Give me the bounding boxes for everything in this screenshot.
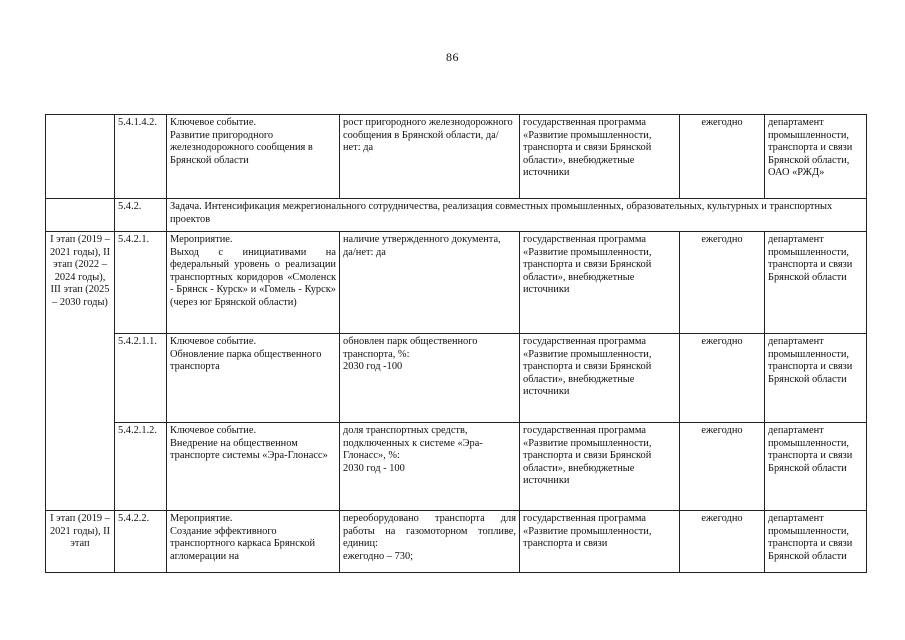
event-title-cell: Ключевое событие. Развитие пригородного железнодорожного сообщения в Брянской области — [167, 115, 340, 199]
code-cell: 5.4.1.4.2. — [115, 115, 167, 199]
event-title-cell: Ключевое событие. Внедрение на общественном транспорте системы «Эра-Глонасс» — [167, 423, 340, 511]
table-row — [46, 423, 867, 511]
table-row — [46, 232, 867, 334]
responsible-cell: департамент промышленности, транспорта и связи Брянской области — [765, 511, 867, 573]
code-cell: 5.4.2.1. — [115, 232, 167, 334]
indicator-cell: обновлен парк общественного транспорта, %: 2030 год -100 — [340, 334, 520, 423]
stage-cell — [46, 115, 115, 199]
code-cell: 5.4.2.1.2. — [115, 423, 167, 511]
period-cell: ежегодно — [680, 115, 765, 199]
funding-source-cell: государственная программа «Развитие промышленности, транспорта и связи Брянской области», внебюджетные источники — [520, 423, 680, 511]
responsible-cell: департамент промышленности, транспорта и связи Брянской области — [765, 334, 867, 423]
funding-source-cell: государственная программа «Развитие промышленности, транспорта и связи Брянской области», внебюджетные источники — [520, 232, 680, 334]
responsible-cell: департамент промышленности, транспорта и связи Брянской области, ОАО «РЖД» — [765, 115, 867, 199]
event-title-cell: Мероприятие. Создание эффективного транспортного каркаса Брянской агломерации на — [167, 511, 340, 573]
period-cell: ежегодно — [680, 334, 765, 423]
code-cell: 5.4.2.2. — [115, 511, 167, 573]
period-cell: ежегодно — [680, 423, 765, 511]
stage-cell: I этап (2019 – 2021 годы), II этап — [46, 511, 115, 573]
funding-source-cell: государственная программа «Развитие промышленности, транспорта и связи Брянской области», внебюджетные источники — [520, 334, 680, 423]
event-title-cell: Мероприятие. Выход с инициативами на федеральный уровень о реализации транспортных коридоров «Смоленск - Брянск - Курск» и «Гомель - Курск» (через юг Брянской области) — [167, 232, 340, 334]
page-number: 86 — [446, 50, 459, 64]
code-cell: 5.4.2. — [115, 199, 167, 232]
period-cell: ежегодно — [680, 232, 765, 334]
table-row — [46, 199, 867, 232]
period-cell: ежегодно — [680, 511, 765, 573]
plan-table — [45, 114, 867, 573]
responsible-cell: департамент промышленности, транспорта и связи Брянской области — [765, 232, 867, 334]
indicator-cell: переоборудовано транспорта для работы на газомоторном топливе, единиц: ежегодно – 730; — [340, 511, 520, 573]
indicator-cell: рост пригородного железнодорожного сообщения в Брянской области, да/нет: да — [340, 115, 520, 199]
indicator-cell: доля транспортных средств, подключенных к системе «Эра-Глонасс», %: 2030 год - 100 — [340, 423, 520, 511]
table-row — [46, 334, 867, 423]
table-row — [46, 511, 867, 573]
code-cell: 5.4.2.1.1. — [115, 334, 167, 423]
funding-source-cell: государственная программа «Развитие промышленности, транспорта и связи Брянской области», внебюджетные источники — [520, 115, 680, 199]
table-row — [46, 115, 867, 199]
stage-cell: I этап (2019 – 2021 годы), II этап (2022 – 2024 годы), III этап (2025 – 2030 годы) — [46, 232, 115, 511]
task-cell: Задача. Интенсификация межрегионального сотрудничества, реализация совместных промышленных, образовательных, культурных и транспортных проектов — [167, 199, 867, 232]
event-title-cell: Ключевое событие. Обновление парка общественного транспорта — [167, 334, 340, 423]
responsible-cell: департамент промышленности, транспорта и связи Брянской области — [765, 423, 867, 511]
indicator-cell: наличие утвержденного документа, да/нет: да — [340, 232, 520, 334]
stage-cell — [46, 199, 115, 232]
funding-source-cell: государственная программа «Развитие промышленности, транспорта и связи — [520, 511, 680, 573]
